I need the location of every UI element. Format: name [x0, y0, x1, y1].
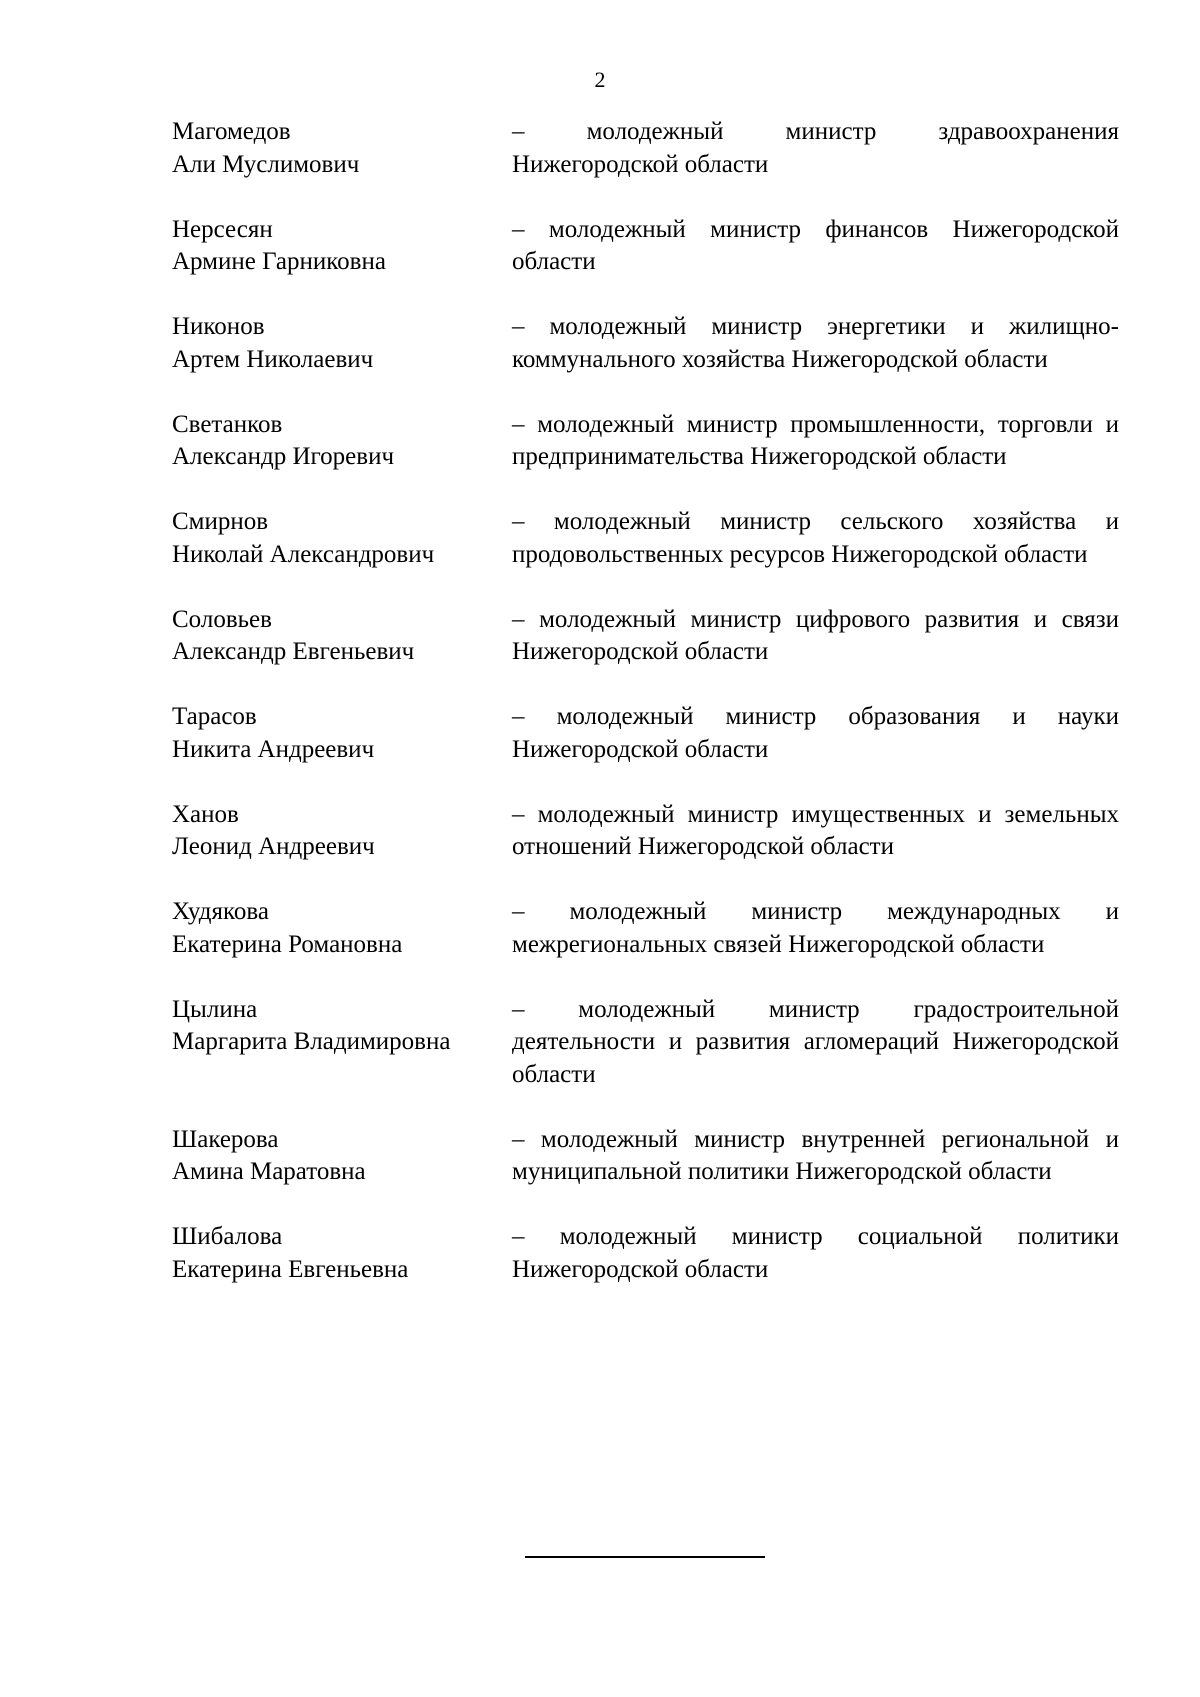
position-description: – молодежный министр здравоохранения Нижегородской области [512, 118, 1119, 178]
person-name [172, 116, 512, 181]
list-item [172, 409, 1119, 474]
person-name [172, 409, 512, 474]
person-name [172, 506, 512, 571]
given-names: Александр Евгеньевич [172, 638, 415, 665]
person-name [172, 1221, 512, 1286]
list-item [172, 604, 1119, 669]
position-description: – молодежный министр промышленности, торговли и предпринимательства Нижегородской области [512, 410, 1119, 470]
position-description: – молодежный министр образования и науки Нижегородской области [512, 703, 1119, 763]
list-item [172, 799, 1119, 864]
surname: Шибалова [172, 1223, 283, 1250]
person-name [172, 311, 512, 376]
position-description: – молодежный министр энергетики и жилищно-коммунального хозяйства Нижегородской области [512, 313, 1119, 373]
person-name [172, 799, 512, 864]
given-names: Леонид Андреевич [172, 833, 375, 860]
given-names: Никита Андреевич [172, 735, 375, 763]
position-description: – молодежный министр внутренней региональной и муниципальной политики Нижегородской области [512, 1125, 1119, 1185]
surname: Соловьев [172, 605, 272, 633]
given-names: Екатерина Евгеньевна [172, 1255, 409, 1283]
list-item [172, 1221, 1119, 1286]
list-item [172, 701, 1119, 766]
given-names: Артем Николаевич [172, 345, 374, 373]
surname: Магомедов [172, 118, 291, 145]
person-name [172, 1124, 512, 1189]
person-name [172, 896, 512, 961]
appointment-list [172, 116, 1119, 1319]
given-names: Екатерина Романовна [172, 930, 403, 958]
page-number: 2 [594, 67, 606, 92]
closing-separator-line [525, 1556, 765, 1558]
list-item [172, 1124, 1119, 1189]
given-names: Али Муслимович [172, 150, 360, 178]
given-names: Маргарита Владимировна [172, 1028, 451, 1055]
surname: Никонов [172, 313, 265, 340]
person-name [172, 994, 512, 1092]
position-description: – молодежный министр международных и межрегиональных связей Нижегородской области [512, 898, 1119, 958]
surname: Тарасов [172, 703, 257, 730]
position-description: – молодежный министр цифрового развития и связи Нижегородской области [512, 605, 1119, 665]
given-names: Александр Игоревич [172, 443, 395, 470]
given-names: Амина Маратовна [172, 1158, 366, 1185]
given-names: Николай Александрович [172, 540, 435, 568]
position-description: – молодежный министр имущественных и земельных отношений Нижегородской области [512, 800, 1119, 860]
position-description: – молодежный министр градостроительной деятельности и развития агломераций Нижегородской области [512, 995, 1119, 1088]
surname: Светанков [172, 410, 283, 438]
person-name [172, 214, 512, 279]
list-item [172, 214, 1119, 279]
list-item [172, 896, 1119, 961]
list-item [172, 116, 1119, 181]
position-description: – молодежный министр социальной политики Нижегородской области [512, 1223, 1119, 1283]
surname: Шакерова [172, 1125, 279, 1153]
position-description: – молодежный министр финансов Нижегородской области [512, 215, 1119, 275]
surname: Ханов [172, 800, 239, 828]
list-item [172, 311, 1119, 376]
given-names: Армине Гарниковна [172, 248, 386, 275]
surname: Нерсесян [172, 215, 273, 243]
surname: Худякова [172, 898, 269, 925]
person-name [172, 604, 512, 669]
list-item [172, 506, 1119, 571]
position-description: – молодежный министр сельского хозяйства и продовольственных ресурсов Нижегородской области [512, 508, 1119, 568]
person-name [172, 701, 512, 766]
list-item [172, 994, 1119, 1092]
surname: Цылина [172, 995, 258, 1023]
surname: Смирнов [172, 508, 269, 535]
